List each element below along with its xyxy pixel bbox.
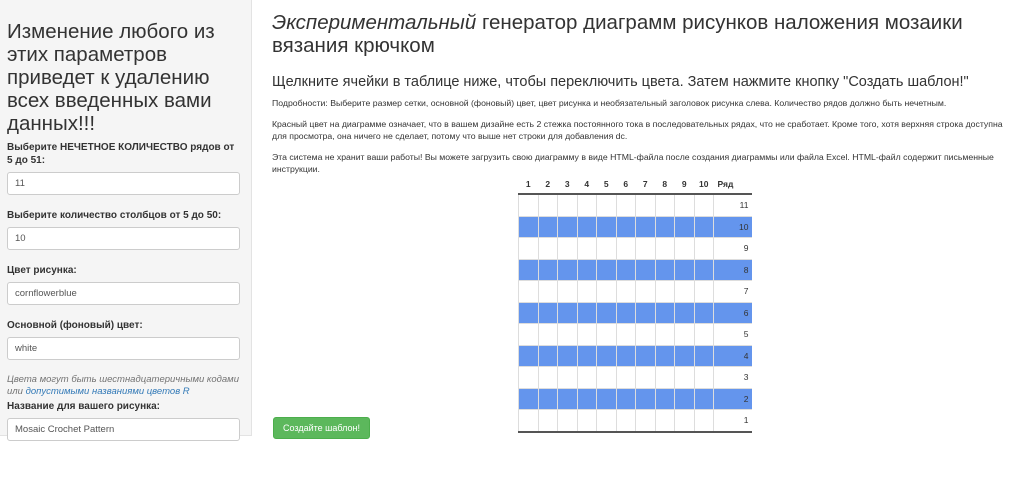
pattern-grid [518,175,752,433]
create-pattern-button[interactable]: Создайте шаблон! [273,417,370,439]
page-title [272,11,1012,57]
grid-cell[interactable] [538,216,558,238]
columns-input[interactable] [7,227,240,250]
grid-cell[interactable] [616,410,636,432]
grid-cell[interactable] [636,194,656,216]
grid-cell[interactable] [694,345,714,367]
grid-cell[interactable] [616,281,636,303]
grid-row [519,281,752,303]
row-number: 3 [714,367,752,389]
column-header: 9 [675,175,695,194]
row-number: 9 [714,238,752,260]
grid-cell[interactable] [597,367,617,389]
grid-cell[interactable] [538,324,558,346]
grid-cell[interactable] [597,388,617,410]
grid-row [519,324,752,346]
grid-cell[interactable] [538,194,558,216]
rows-label: Выберите НЕЧЕТНОЕ КОЛИЧЕСТВО рядов от 5 до 51: [7,142,235,166]
grid-row [519,388,752,410]
grid-cell[interactable] [538,367,558,389]
settings-sidebar [0,0,252,436]
page-title-rest: генератор диаграмм рисунков наложения мозаики вязания крючком [272,11,963,57]
grid-cell[interactable] [577,367,597,389]
details-paragraph: Подробности: Выберите размер сетки, основной (фоновый) цвет, цвет рисунка и необязательный заголовок рисунка слева. Количество рядов должно быть нечетным. [272,98,947,108]
grid-cell[interactable] [558,324,578,346]
grid-cell[interactable] [597,216,617,238]
grid-cell[interactable] [616,194,636,216]
grid-cell[interactable] [675,194,695,216]
grid-cell[interactable] [636,216,656,238]
grid-cell[interactable] [558,281,578,303]
grid-cell[interactable] [616,302,636,324]
grid-cell[interactable] [597,410,617,432]
grid-cell[interactable] [577,194,597,216]
grid-cell[interactable] [558,216,578,238]
column-header: 6 [616,175,636,194]
grid-cell[interactable] [675,410,695,432]
grid-cell[interactable] [577,324,597,346]
grid-cell[interactable] [636,324,656,346]
grid-row [519,367,752,389]
grid-cell[interactable] [675,324,695,346]
grid-cell[interactable] [597,194,617,216]
grid-cell[interactable] [675,216,695,238]
grid-cell[interactable] [694,281,714,303]
main-panel [272,0,1012,433]
row-number: 6 [714,302,752,324]
grid-cell[interactable] [694,302,714,324]
grid-cell[interactable] [538,345,558,367]
grid-cell[interactable] [616,345,636,367]
grid-cell[interactable] [655,367,675,389]
grid-cell[interactable] [655,238,675,260]
grid-cell[interactable] [694,216,714,238]
row-number: 7 [714,281,752,303]
pattern-name-label: Название для вашего рисунка: [7,401,161,412]
grid-cell[interactable] [519,388,539,410]
row-number: 11 [714,194,752,216]
grid-cell[interactable] [616,216,636,238]
grid-cell[interactable] [538,238,558,260]
color-help-text [7,374,240,398]
rows-input[interactable] [7,172,240,195]
grid-cell[interactable] [675,388,695,410]
grid-cell[interactable] [558,238,578,260]
grid-cell[interactable] [675,281,695,303]
red-color-note: Красный цвет на диаграмме означает, что в вашем дизайне есть 2 стежка постоянного тока в последовательных рядах, что не сработает. Кроме того, хотя верхняя строка доступна для просмотра, она ничего не сделает, потому что выше нет строки для добавления dc. [272,119,1003,141]
grid-cell[interactable] [655,302,675,324]
grid-row [519,238,752,260]
row-number: 2 [714,388,752,410]
reset-warning: Изменение любого из этих параметров приведет к удалению всех введенных вами данных!!! [7,20,215,135]
grid-cell[interactable] [675,259,695,281]
grid-cell[interactable] [597,345,617,367]
row-number: 10 [714,216,752,238]
grid-cell[interactable] [616,238,636,260]
grid-cell[interactable] [519,216,539,238]
grid-cell[interactable] [558,259,578,281]
grid-cell[interactable] [597,302,617,324]
grid-cell[interactable] [577,345,597,367]
grid-cell[interactable] [636,388,656,410]
grid-cell[interactable] [558,410,578,432]
grid-cell[interactable] [675,345,695,367]
grid-header-row [519,175,752,194]
column-header: 1 [519,175,539,194]
grid-cell[interactable] [538,410,558,432]
column-header: 4 [577,175,597,194]
column-header: 8 [655,175,675,194]
storage-note: Эта система не хранит ваши работы! Вы можете загрузить свою диаграмму в виде HTML-файла после создания диаграммы или файла Excel. HTML-файл содержит письменные инструкции. [272,152,994,174]
row-number: 4 [714,345,752,367]
column-header: 7 [636,175,656,194]
grid-cell[interactable] [636,238,656,260]
grid-cell[interactable] [519,302,539,324]
grid-cell[interactable] [577,281,597,303]
background-color-label: Основной (фоновый) цвет: [7,320,143,331]
grid-cell[interactable] [577,388,597,410]
grid-cell[interactable] [519,259,539,281]
grid-cell[interactable] [597,238,617,260]
grid-cell[interactable] [694,324,714,346]
grid-cell[interactable] [538,388,558,410]
grid-cell[interactable] [694,194,714,216]
grid-cell[interactable] [655,388,675,410]
grid-cell[interactable] [675,367,695,389]
grid-row [519,302,752,324]
grid-cell[interactable] [538,259,558,281]
grid-cell[interactable] [655,345,675,367]
grid-cell[interactable] [655,194,675,216]
grid-cell[interactable] [577,216,597,238]
grid-cell[interactable] [616,324,636,346]
grid-cell[interactable] [636,259,656,281]
grid-row [519,259,752,281]
grid-cell[interactable] [655,410,675,432]
grid-cell[interactable] [558,302,578,324]
column-header: 5 [597,175,617,194]
grid-row [519,194,752,216]
grid-cell[interactable] [519,367,539,389]
grid-cell[interactable] [577,238,597,260]
color-help-prefix: Цвета могут быть шестнадцатеричными кодами или [7,374,239,397]
grid-cell[interactable] [694,388,714,410]
pattern-grid-wrapper [518,175,752,433]
row-number: 5 [714,324,752,346]
pattern-name-input[interactable] [7,418,240,441]
grid-row [519,216,752,238]
grid-cell[interactable] [577,410,597,432]
grid-row [519,345,752,367]
grid-cell[interactable] [694,238,714,260]
grid-cell[interactable] [597,281,617,303]
grid-cell[interactable] [577,302,597,324]
grid-cell[interactable] [655,281,675,303]
grid-row [519,410,752,432]
grid-cell[interactable] [616,259,636,281]
grid-cell[interactable] [558,194,578,216]
r-color-names-link[interactable]: допустимыми названиями цветов R [25,386,190,397]
grid-cell[interactable] [519,410,539,432]
grid-cell[interactable] [538,302,558,324]
grid-body [519,194,752,432]
grid-cell[interactable] [519,194,539,216]
grid-cell[interactable] [597,324,617,346]
grid-cell[interactable] [558,345,578,367]
grid-cell[interactable] [597,259,617,281]
grid-cell[interactable] [636,281,656,303]
grid-cell[interactable] [694,410,714,432]
grid-cell[interactable] [616,388,636,410]
grid-cell[interactable] [636,367,656,389]
grid-cell[interactable] [558,388,578,410]
grid-cell[interactable] [538,281,558,303]
background-color-input[interactable] [7,337,240,360]
grid-cell[interactable] [519,324,539,346]
grid-cell[interactable] [655,216,675,238]
instructions-subtitle: Щелкните ячейки в таблице ниже, чтобы переключить цвета. Затем нажмите кнопку "Создать шаблон!" [272,74,969,90]
grid-cell[interactable] [694,259,714,281]
pattern-color-label: Цвет рисунка: [7,265,77,276]
grid-cell[interactable] [577,259,597,281]
grid-cell[interactable] [675,238,695,260]
grid-cell[interactable] [519,345,539,367]
page-title-italic: Экспериментальный [272,11,477,34]
pattern-color-input[interactable] [7,282,240,305]
row-number: 1 [714,410,752,432]
row-number: 8 [714,259,752,281]
row-column-header: Ряд [714,175,752,194]
grid-cell[interactable] [636,345,656,367]
grid-cell[interactable] [519,238,539,260]
grid-cell[interactable] [558,367,578,389]
column-header: 2 [538,175,558,194]
column-header: 3 [558,175,578,194]
grid-cell[interactable] [519,281,539,303]
grid-cell[interactable] [616,367,636,389]
grid-cell[interactable] [655,259,675,281]
grid-cell[interactable] [636,410,656,432]
column-header: 10 [694,175,714,194]
grid-cell[interactable] [655,324,675,346]
grid-cell[interactable] [694,367,714,389]
columns-label: Выберите количество столбцов от 5 до 50: [7,210,222,221]
grid-cell[interactable] [636,302,656,324]
grid-cell[interactable] [675,302,695,324]
